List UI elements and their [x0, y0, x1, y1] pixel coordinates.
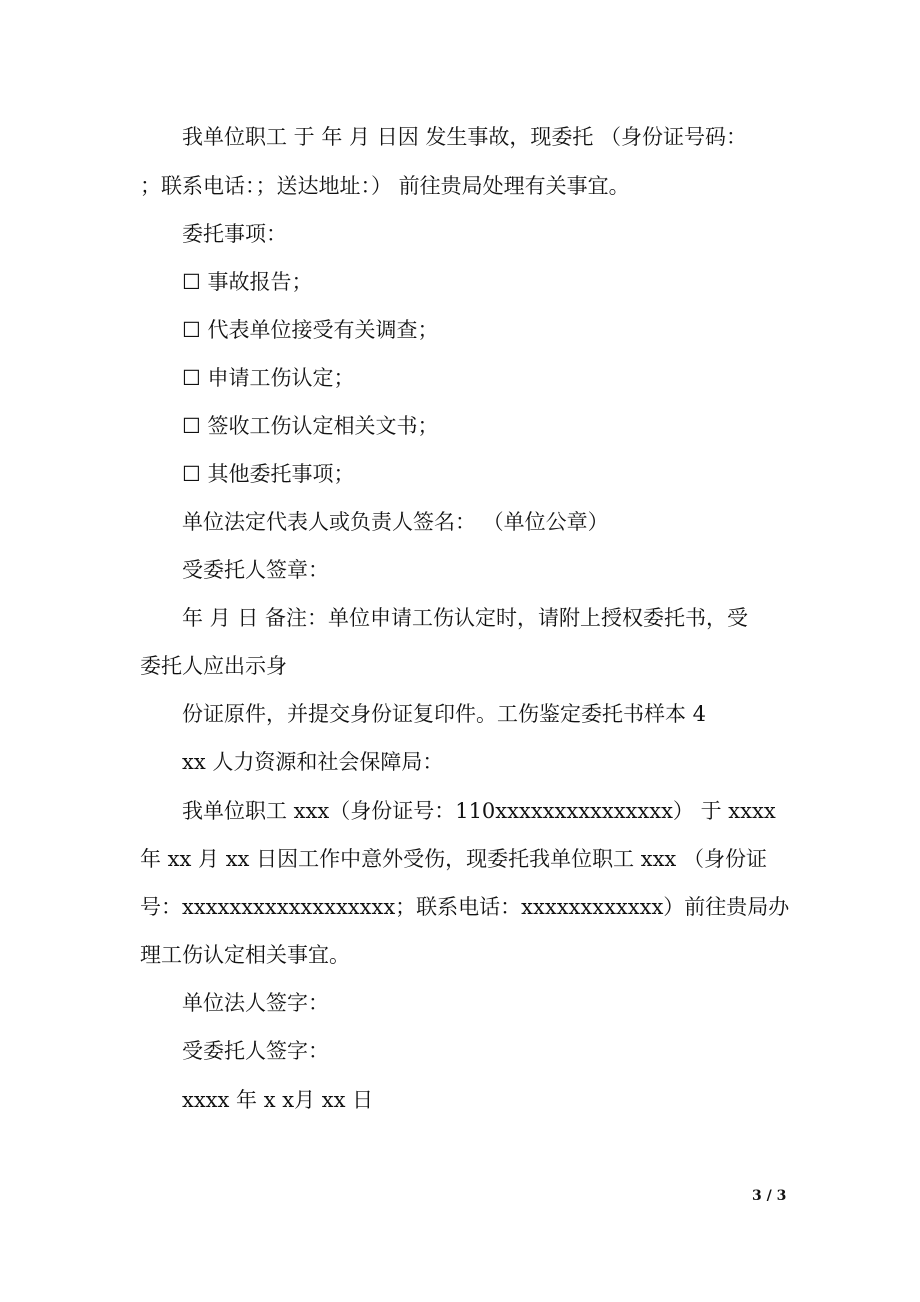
text-line-intro-2: ；联系电话：；送达地址：） 前往贵局处理有关事宜。: [140, 174, 630, 198]
text-line-checkbox-apply-injury: ☐ 申请工伤认定；: [182, 366, 355, 390]
text-line-checkbox-investigation: ☐ 代表单位接受有关调查；: [182, 318, 439, 342]
text-line-legal-rep-signature: 单位法定代表人或负责人签名： （单位公章）: [182, 510, 609, 534]
text-line-entrust-items-heading: 委托事项：: [182, 222, 287, 246]
text-line-addressee: xx 人力资源和社会保障局：: [182, 750, 444, 774]
text-line-checkbox-sign-documents: ☐ 签收工伤认定相关文书；: [182, 414, 439, 438]
text-line-checkbox-accident-report: ☐ 事故报告；: [182, 270, 313, 294]
text-line-date: xxxx 年 x x月 xx 日: [182, 1088, 374, 1112]
text-line-legal-person-signature: 单位法人签字：: [182, 991, 329, 1015]
text-line-intro-1: 我单位职工 于 年 月 日因 发生事故，现委托 （身份证号码：: [182, 125, 748, 149]
text-line-sample-body-2: 年 xx 月 xx 日因工作中意外受伤，现委托我单位职工 xxx （身份证: [140, 847, 767, 871]
text-line-sample-body-1: 我单位职工 xxx（身份证号：110xxxxxxxxxxxxxxx） 于 xxxx: [182, 799, 776, 823]
text-line-sample-body-3: 号：xxxxxxxxxxxxxxxxxx；联系电话：xxxxxxxxxxxx）前往贵局办: [140, 895, 790, 919]
text-line-trustee-signature: 受委托人签章：: [182, 558, 329, 582]
text-line-checkbox-other: ☐ 其他委托事项；: [182, 462, 355, 486]
text-line-remark-1: 年 月 日 备注：单位申请工伤认定时，请附上授权委托书，受: [182, 606, 749, 630]
text-line-remark-3: 份证原件，并提交身份证复印件。工伤鉴定委托书样本 4: [182, 702, 707, 726]
page-number: 3 / 3: [752, 1188, 787, 1204]
text-line-remark-2: 委托人应出示身: [140, 654, 287, 678]
text-line-sample-body-4: 理工伤认定相关事宜。: [140, 943, 350, 967]
text-line-trustee-sign: 受委托人签字：: [182, 1039, 329, 1063]
